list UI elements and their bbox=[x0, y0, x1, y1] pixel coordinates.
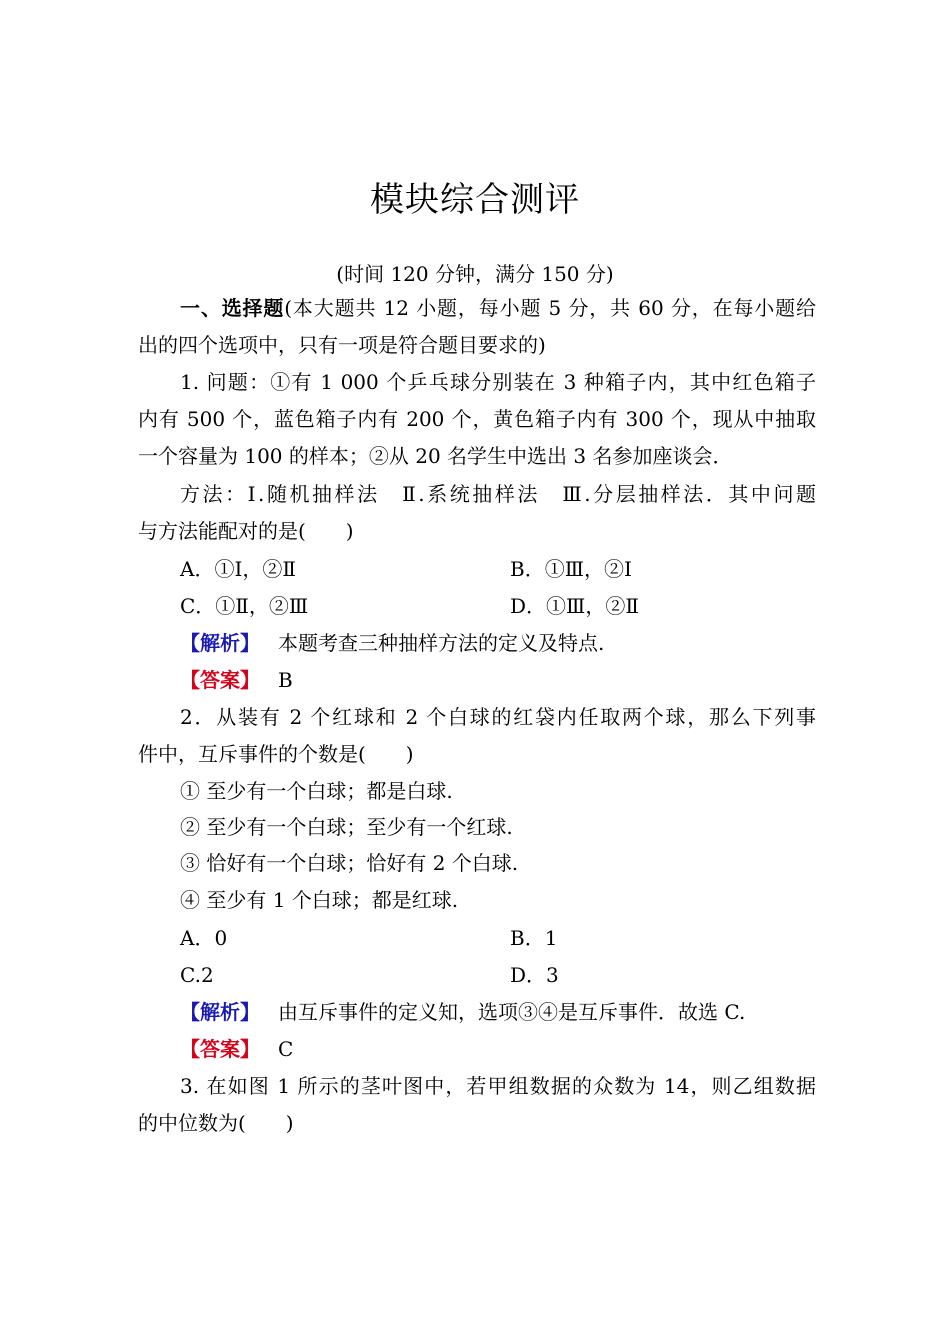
q2-option-a: A．0 bbox=[180, 926, 228, 950]
q1-method-line2: 与方法能配对的是( ) bbox=[138, 519, 354, 543]
q1-option-b: B．①Ⅲ，②Ⅰ bbox=[510, 557, 632, 581]
answer-text: C bbox=[278, 1037, 294, 1061]
section-description-cont: 出的四个选项中，只有一项是符合题目要求的) bbox=[138, 333, 546, 357]
q2-stem-line2: 件中，互斥事件的个数是( ) bbox=[138, 742, 414, 766]
analysis-label: 【解析】 bbox=[180, 1000, 260, 1024]
analysis-text: 由互斥事件的定义知，选项③④是互斥事件．故选 C. bbox=[278, 1000, 746, 1024]
answer-text: B bbox=[278, 668, 293, 692]
exam-info: (时间 120 分钟，满分 150 分) bbox=[336, 262, 614, 286]
q2-stem-line1: 2．从装有 2 个红球和 2 个白球的红袋内任取两个球，那么下列事 bbox=[180, 705, 816, 729]
q1-option-d: D．①Ⅲ，②Ⅱ bbox=[510, 594, 639, 618]
q1-option-c: C．①Ⅱ，②Ⅲ bbox=[180, 594, 309, 618]
q2-analysis bbox=[180, 999, 745, 1025]
q2-option-b: B．1 bbox=[510, 926, 558, 950]
analysis-text: 本题考查三种抽样方法的定义及特点. bbox=[278, 631, 605, 655]
q1-method-line: 方法：Ⅰ.随机抽样法 Ⅱ.系统抽样法 Ⅲ.分层抽样法．其中问题 bbox=[180, 482, 816, 506]
q1-option-a: A．①Ⅰ，②Ⅱ bbox=[180, 557, 296, 581]
q3-stem-line2: 的中位数为( ) bbox=[138, 1111, 294, 1135]
q2-item-2: ② 至少有一个白球；至少有一个红球. bbox=[180, 815, 513, 839]
section-heading-line bbox=[180, 295, 816, 321]
analysis-label: 【解析】 bbox=[180, 631, 260, 655]
q2-option-d: D．3 bbox=[510, 963, 559, 987]
q2-answer bbox=[180, 1036, 293, 1062]
q2-item-3: ③ 恰好有一个白球；恰好有 2 个白球. bbox=[180, 851, 519, 875]
page-title: 模块综合测评 bbox=[370, 180, 580, 220]
q1-stem-line3: 一个容量为 100 的样本；②从 20 名学生中选出 3 名参加座谈会． bbox=[138, 444, 733, 468]
q2-item-1: ① 至少有一个白球；都是白球. bbox=[180, 779, 453, 803]
q2-item-4: ④ 至少有 1 个白球；都是红球. bbox=[180, 888, 459, 912]
answer-label: 【答案】 bbox=[180, 668, 260, 692]
q3-stem-line1: 3. 在如图 1 所示的茎叶图中，若甲组数据的众数为 14，则乙组数据 bbox=[180, 1074, 816, 1098]
section-heading: 一、选择题 bbox=[180, 296, 285, 320]
q2-option-c: C.2 bbox=[180, 963, 214, 987]
q1-stem-line2: 内有 500 个，蓝色箱子内有 200 个，黄色箱子内有 300 个，现从中抽取 bbox=[138, 407, 816, 431]
q1-analysis bbox=[180, 630, 604, 656]
section-description: (本大题共 12 小题，每小题 5 分，共 60 分，在每小题给 bbox=[284, 296, 816, 320]
q1-stem-line1: 1. 问题：①有 1 000 个乒乓球分别装在 3 种箱子内，其中红色箱子 bbox=[180, 370, 816, 394]
q1-answer bbox=[180, 667, 293, 693]
answer-label: 【答案】 bbox=[180, 1037, 260, 1061]
